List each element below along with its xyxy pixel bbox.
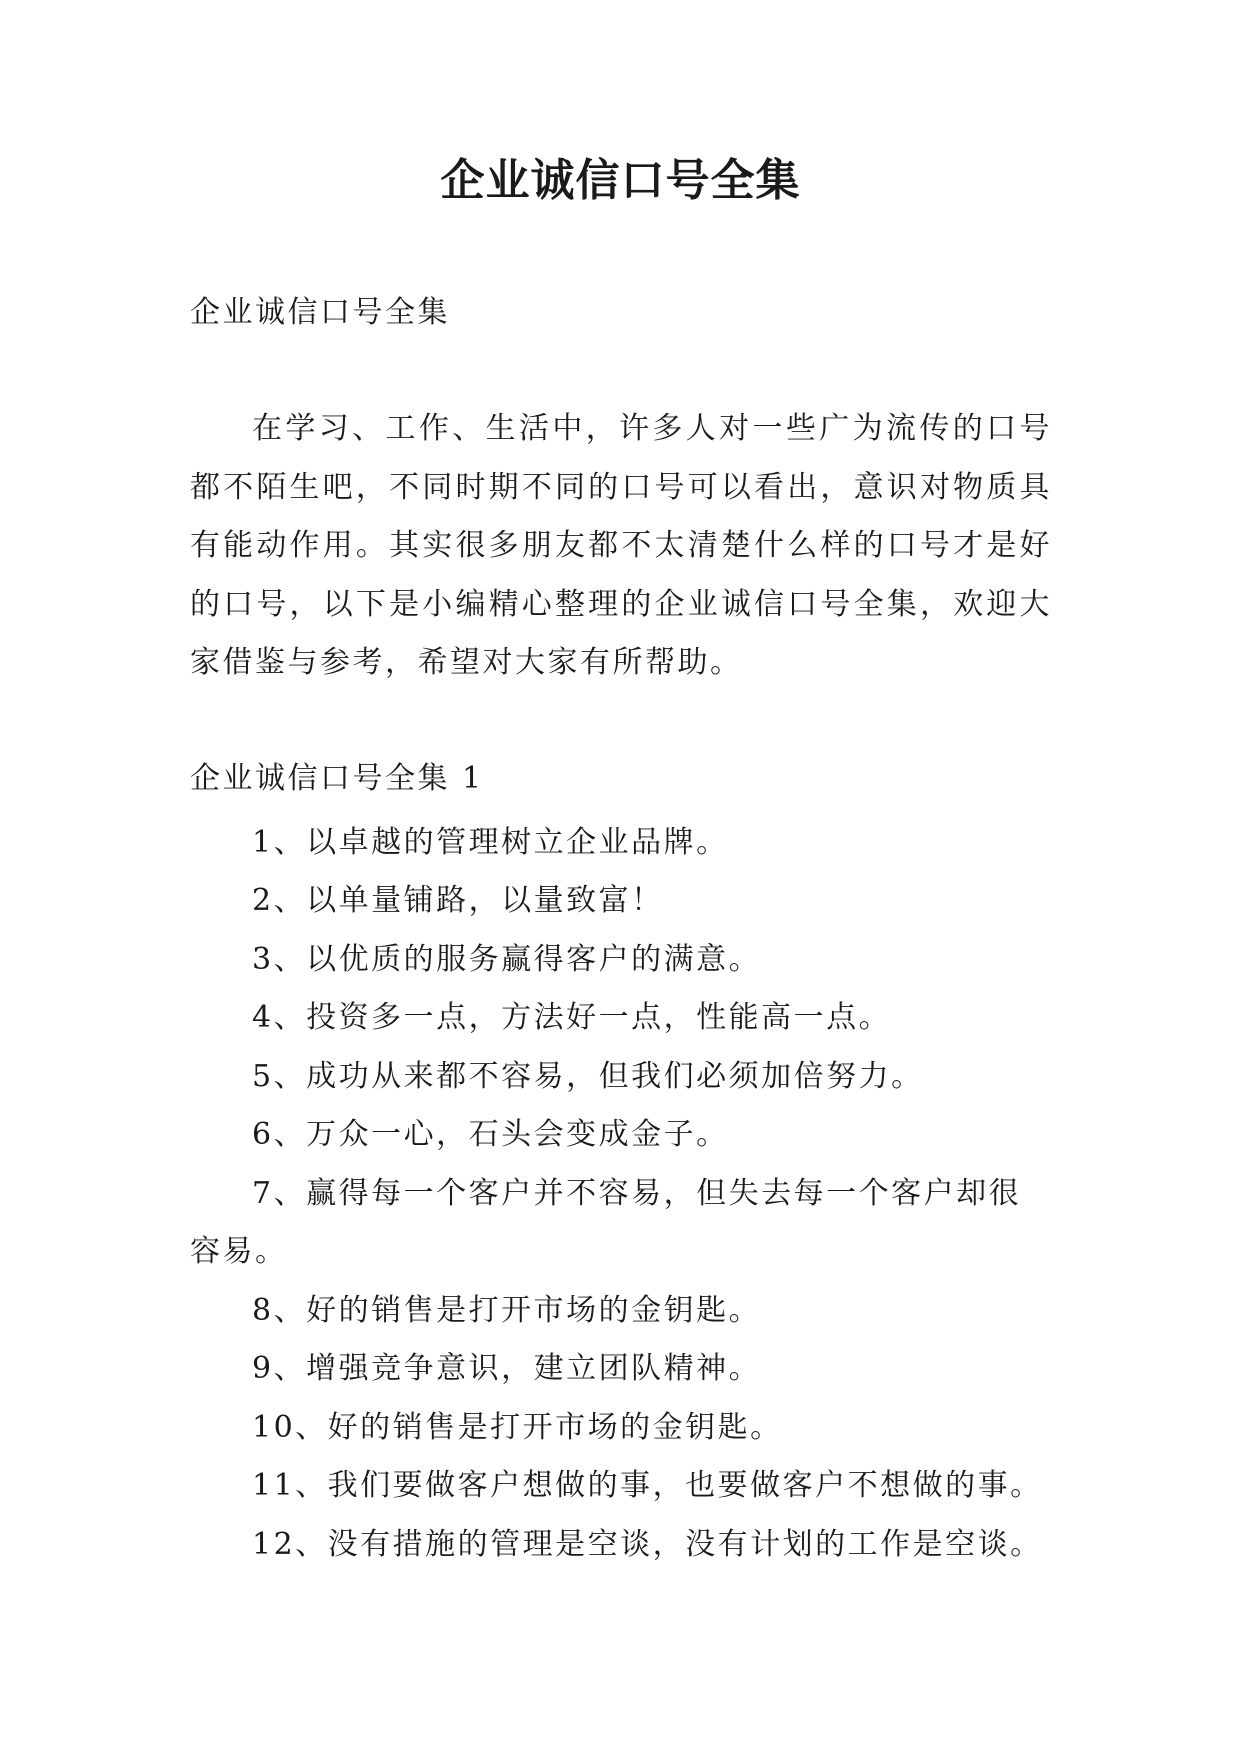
slogan-item: 2、以单量铺路，以量致富！ <box>252 883 664 918</box>
slogan-item: 12、没有措施的管理是空谈，没有计划的工作是空谈。 <box>252 1526 1043 1562</box>
slogan-item: 1、以卓越的管理树立企业品牌。 <box>252 824 729 860</box>
slogan-item: 10、好的销售是打开市场的金钥匙。 <box>252 1409 783 1445</box>
slogan-item: 9、增强竞争意识，建立团队精神。 <box>252 1351 762 1386</box>
slogan-item: 7、赢得每一个客户并不容易，但失去每一个客户却很容易。 <box>190 1175 1022 1269</box>
slogan-item: 5、成功从来都不容易，但我们必须加倍努力。 <box>252 1058 924 1094</box>
document-body <box>190 290 1052 1574</box>
slogan-item: 8、好的销售是打开市场的金钥匙。 <box>252 1292 762 1328</box>
document-subtitle: 企业诚信口号全集 <box>190 295 450 330</box>
slogan-item: 3、以优质的服务赢得客户的满意。 <box>252 941 762 977</box>
slogan-item: 4、投资多一点，方法好一点，性能高一点。 <box>252 1000 892 1035</box>
slogan-item: 11、我们要做客户想做的事，也要做客户不想做的事。 <box>252 1468 1043 1503</box>
slogan-list <box>190 814 1052 1575</box>
intro-paragraph: 在学习、工作、生活中，许多人对一些广为流传的口号都不陌生吧，不同时期不同的口号可以看出，意识对物质具有能动作用。其实很多朋友都不太清楚什么样的口号才是好的口号，以下是小编精心整理的企业诚信口号全集，欢迎大家借鉴与参考，希望对大家有所帮助。 <box>190 411 1052 680</box>
slogan-item: 6、万众一心，石头会变成金子。 <box>252 1117 729 1152</box>
section-heading: 企业诚信口号全集 1 <box>190 760 484 796</box>
document-title: 企业诚信口号全集 <box>440 155 801 206</box>
